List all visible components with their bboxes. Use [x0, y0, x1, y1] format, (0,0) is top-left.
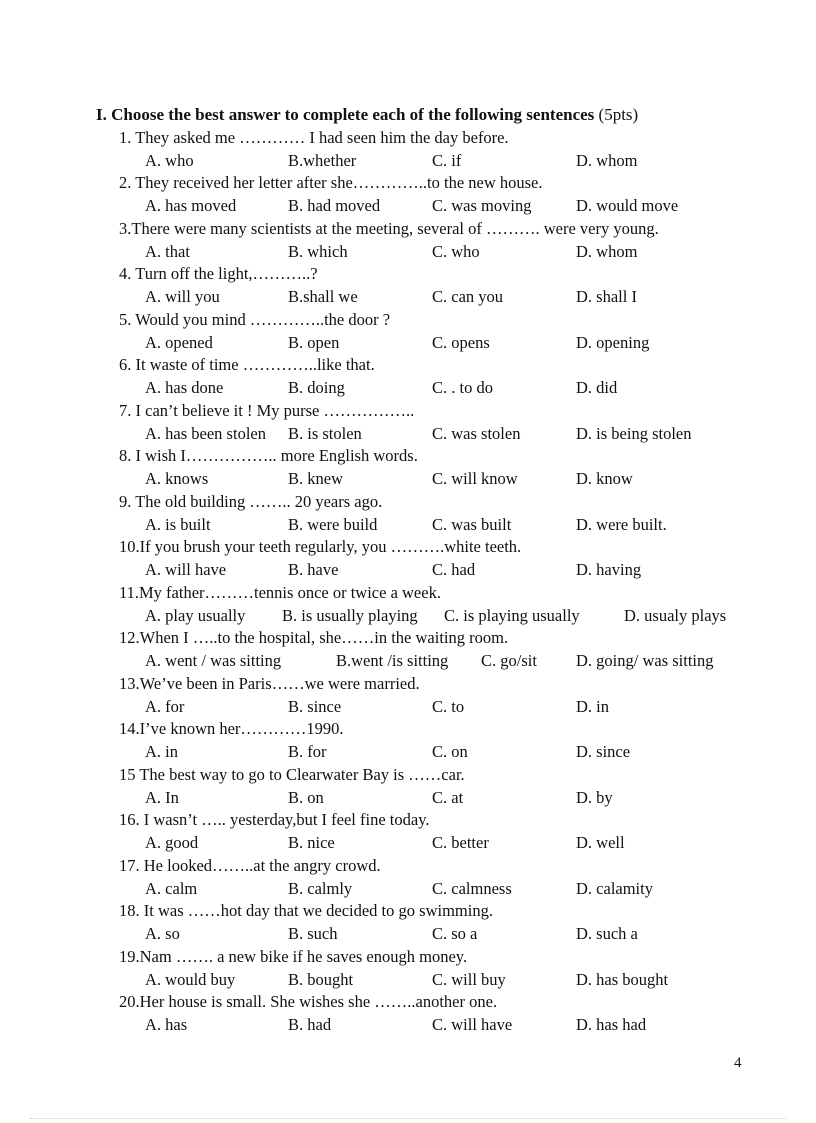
- answer-option-b: B. doing: [288, 378, 345, 397]
- answer-option-c: C. . to do: [432, 378, 493, 397]
- answer-option-c: C. opens: [432, 332, 490, 352]
- question-stem: 7. I can’t believe it ! My purse ……………..: [119, 400, 415, 420]
- question-stem: 1. They asked me ………… I had seen him the day before.: [119, 127, 509, 147]
- footer-divider: [30, 1118, 786, 1119]
- answer-option-b: B. which: [288, 241, 348, 261]
- question-stem: 3.There were many scientists at the meeting, several of ………. were very young.: [119, 218, 659, 238]
- answer-option-d: D. whom: [576, 241, 638, 261]
- answer-option-d: D. whom: [576, 150, 638, 170]
- answer-option-c: C. to: [432, 696, 465, 716]
- answer-option-a: A. knows: [145, 469, 209, 488]
- answer-option-a: A. so: [145, 924, 180, 943]
- answer-option-a: A. has moved: [145, 196, 237, 215]
- question-stem: 20.Her house is small. She wishes she ……..another one.: [119, 992, 498, 1011]
- answer-option-b: B. were build: [288, 514, 378, 534]
- answer-option-a: A. has: [145, 1015, 188, 1034]
- answer-option-d: D. has bought: [576, 969, 669, 989]
- answer-option-b: B. knew: [288, 469, 343, 488]
- answer-option-c: C. will have: [432, 1015, 513, 1034]
- answer-option-d: D. would move: [576, 196, 679, 215]
- answer-option-d: D. did: [576, 378, 618, 397]
- question-stem: 10.If you brush your teeth regularly, you ……….white teeth.: [119, 537, 522, 556]
- question-stem: 19.Nam ……. a new bike if he saves enough money.: [119, 946, 468, 966]
- answer-option-a: A. opened: [145, 332, 213, 352]
- question-stem: 4. Turn off the light,………..?: [119, 264, 318, 283]
- question-stem: 11.My father………tennis once or twice a week.: [119, 582, 441, 602]
- question-stem: 15 The best way to go to Clearwater Bay is ……car.: [119, 764, 465, 784]
- answer-option-d: D. opening: [576, 332, 650, 352]
- answer-option-a: A. in: [145, 742, 178, 761]
- answer-option-b: B. on: [288, 787, 324, 807]
- answer-option-d: D. since: [576, 742, 631, 761]
- question-stem: 8. I wish I…………….. more English words.: [119, 446, 418, 465]
- answer-option-b: B. nice: [288, 833, 335, 852]
- answer-option-d: D. in: [576, 696, 609, 716]
- answer-option-d: D. calamity: [576, 878, 653, 898]
- answer-option-d: D. know: [576, 469, 633, 488]
- answer-option-c: C. on: [432, 742, 468, 761]
- answer-option-a: A. for: [145, 696, 185, 716]
- section-instruction: I. Choose the best answer to complete each of the following sentences: [96, 105, 595, 124]
- answer-option-a: A. who: [145, 150, 194, 170]
- answer-option-c: C. at: [432, 787, 464, 807]
- answer-option-d: D. by: [576, 787, 613, 807]
- answer-option-b: B. is stolen: [288, 423, 362, 443]
- answer-option-c: C. so a: [432, 924, 478, 943]
- answer-option-c: C. will buy: [432, 969, 506, 989]
- answer-option-b: B. calmly: [288, 878, 353, 898]
- answer-option-c: C. will know: [432, 469, 518, 488]
- answer-option-d: D. well: [576, 833, 625, 852]
- answer-option-d: D. is being stolen: [576, 423, 692, 443]
- answer-option-c: C. was built: [432, 514, 512, 534]
- section-points: (5pts): [598, 105, 639, 124]
- answer-option-c: C. can you: [432, 287, 504, 306]
- answer-option-d: D. shall I: [576, 287, 637, 306]
- question-stem: 9. The old building …….. 20 years ago.: [119, 491, 383, 511]
- answer-option-a: A. In: [145, 787, 179, 807]
- answer-option-b: B.went /is sitting: [336, 651, 449, 670]
- answer-option-d: D. such a: [576, 924, 638, 943]
- answer-option-c: C. was moving: [432, 196, 532, 215]
- answer-option-d: D. usualy plays: [624, 605, 727, 625]
- question-stem: 14.I’ve known her…………1990.: [119, 719, 344, 738]
- answer-option-c: C. if: [432, 150, 462, 170]
- question-stem: 2. They received her letter after she…………..to the new house.: [119, 173, 543, 192]
- answer-option-a: A. is built: [145, 514, 211, 534]
- page-number: 4: [734, 1055, 742, 1071]
- answer-option-d: D. were built.: [576, 514, 667, 534]
- answer-option-a: A. would buy: [145, 969, 236, 989]
- answer-option-a: A. calm: [145, 878, 198, 898]
- answer-option-c: C. calmness: [432, 878, 512, 898]
- answer-option-d: D. has had: [576, 1015, 647, 1034]
- answer-option-a: A. will you: [145, 287, 220, 306]
- answer-option-b: B. such: [288, 924, 338, 943]
- answer-option-b: B.whether: [288, 150, 357, 170]
- answer-option-c: C. is playing usually: [444, 605, 580, 625]
- question-stem: 18. It was ……hot day that we decided to go swimming.: [119, 901, 493, 920]
- answer-option-b: B. is usually playing: [282, 605, 418, 625]
- answer-option-c: C. who: [432, 241, 480, 261]
- question-stem: 16. I wasn’t ….. yesterday,but I feel fine today.: [119, 810, 430, 829]
- answer-option-b: B.shall we: [288, 287, 358, 306]
- answer-option-b: B. since: [288, 696, 342, 716]
- answer-option-c: C. had: [432, 560, 476, 579]
- question-stem: 6. It waste of time …………..like that.: [119, 355, 375, 374]
- answer-option-c: C. was stolen: [432, 423, 521, 443]
- answer-option-b: B. had moved: [288, 196, 381, 215]
- answer-option-c: C. better: [432, 833, 489, 852]
- answer-option-a: A. went / was sitting: [145, 651, 282, 670]
- answer-option-a: A. has done: [145, 378, 224, 397]
- answer-option-a: A. will have: [145, 560, 227, 579]
- question-stem: 12.When I …..to the hospital, she……in the waiting room.: [119, 628, 509, 647]
- answer-option-a: A. that: [145, 241, 190, 261]
- question-stem: 5. Would you mind …………..the door ?: [119, 309, 391, 329]
- section-title: [96, 104, 638, 126]
- question-stem: 13.We’ve been in Paris……we were married.: [119, 673, 420, 693]
- answer-option-b: B. open: [288, 332, 340, 352]
- answer-option-a: A. good: [145, 833, 199, 852]
- answer-option-b: B. bought: [288, 969, 354, 989]
- question-stem: 17. He looked……..at the angry crowd.: [119, 855, 381, 875]
- answer-option-b: B. have: [288, 560, 339, 579]
- answer-option-d: D. having: [576, 560, 642, 579]
- answer-option-b: B. for: [288, 742, 327, 761]
- answer-option-a: A. play usually: [145, 605, 246, 625]
- answer-option-c: C. go/sit: [481, 651, 537, 670]
- answer-option-a: A. has been stolen: [145, 423, 266, 443]
- answer-option-d: D. going/ was sitting: [576, 651, 714, 670]
- answer-option-b: B. had: [288, 1015, 332, 1034]
